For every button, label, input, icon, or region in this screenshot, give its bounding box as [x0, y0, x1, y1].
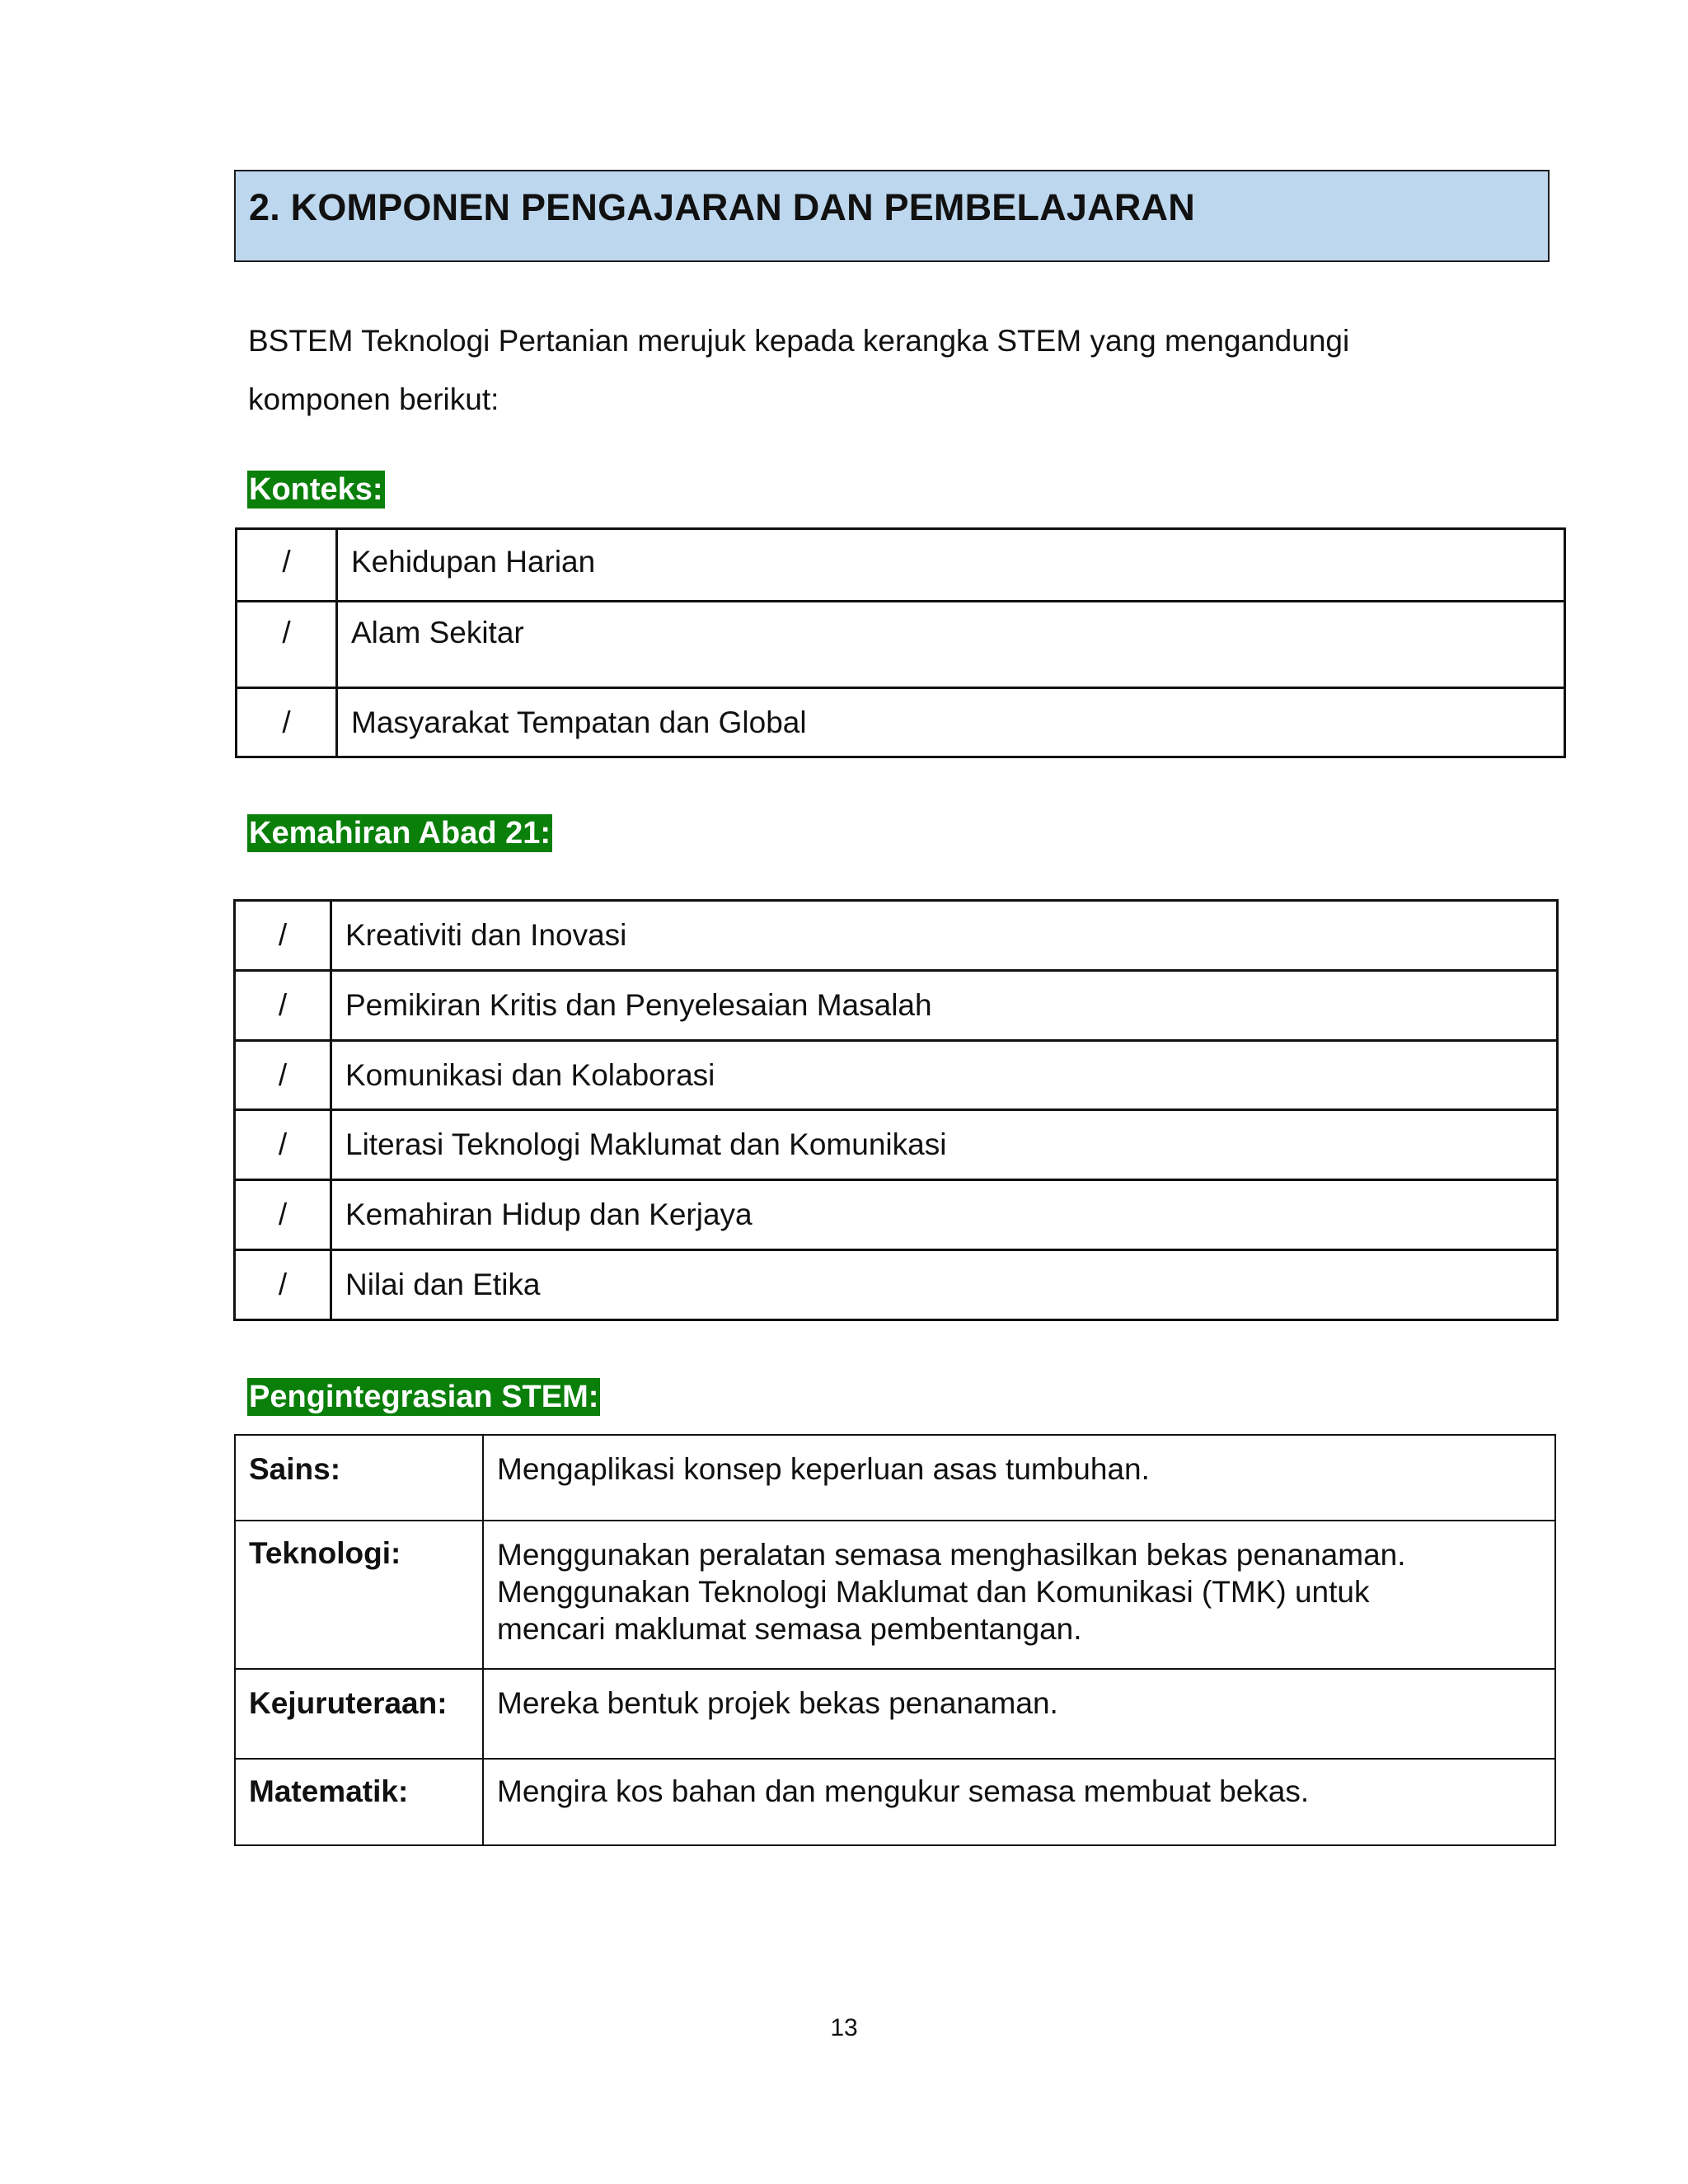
table-row [235, 1180, 1558, 1250]
check-mark: / [235, 901, 331, 971]
stem-description [483, 1521, 1555, 1669]
check-mark: / [237, 688, 337, 757]
table-row [235, 1041, 1558, 1110]
page-number: 13 [830, 2014, 858, 2041]
check-mark: / [237, 602, 337, 688]
konteks-item: Masyarakat Tempatan dan Global [337, 688, 1565, 757]
stem-subject: Sains: [235, 1435, 483, 1521]
table-row [235, 901, 1558, 971]
konteks-label: Konteks: [249, 472, 383, 507]
stem-description [483, 1759, 1555, 1845]
table-row [235, 1250, 1558, 1320]
check-mark: / [235, 1180, 331, 1250]
kemahiran-table [233, 899, 1559, 1321]
stem-subject: Teknologi: [235, 1521, 483, 1669]
konteks-item: Kehidupan Harian [337, 529, 1565, 602]
check-mark: / [235, 1041, 331, 1110]
kemahiran-item: Kreativiti dan Inovasi [331, 901, 1558, 971]
stem-description [483, 1669, 1555, 1759]
table-row [235, 971, 1558, 1041]
kemahiran-item: Kemahiran Hidup dan Kerjaya [331, 1180, 1558, 1250]
table-row [235, 1521, 1555, 1669]
kemahiran-item: Pemikiran Kritis dan Penyelesaian Masalah [331, 971, 1558, 1041]
check-mark: / [237, 529, 337, 602]
stem-subject: Matematik: [235, 1759, 483, 1845]
konteks-table [235, 527, 1566, 758]
table-row [237, 602, 1565, 688]
stem-description-line: Mengaplikasi konsep keperluan asas tumbuhan. [497, 1452, 1150, 1486]
stem-description-line: Menggunakan peralatan semasa menghasilkan bekas penanaman. [497, 1538, 1406, 1572]
section-heading: 2. KOMPONEN PENGAJARAN DAN PEMBELAJARAN [249, 186, 1195, 228]
table-row [235, 1759, 1555, 1845]
stem-description-line: Mengira kos bahan dan mengukur semasa membuat bekas. [497, 1774, 1310, 1808]
kemahiran-label: Kemahiran Abad 21: [249, 816, 551, 851]
check-mark: / [235, 971, 331, 1041]
kemahiran-item: Nilai dan Etika [331, 1250, 1558, 1320]
table-row [235, 1435, 1555, 1521]
check-mark: / [235, 1250, 331, 1320]
stem-subject: Kejuruteraan: [235, 1669, 483, 1759]
table-row [235, 1110, 1558, 1180]
stem-label: Pengintegrasian STEM: [249, 1380, 599, 1414]
table-row [235, 1669, 1555, 1759]
stem-description-line: mencari maklumat semasa pembentangan. [497, 1612, 1082, 1646]
table-row [237, 688, 1565, 757]
konteks-item: Alam Sekitar [337, 602, 1565, 688]
section-heading-box [234, 170, 1550, 262]
stem-description-line: Mereka bentuk projek bekas penanaman. [497, 1686, 1058, 1720]
kemahiran-item: Komunikasi dan Kolaborasi [331, 1041, 1558, 1110]
intro-line-1: BSTEM Teknologi Pertanian merujuk kepada kerangka STEM yang mengandungi [248, 324, 1350, 358]
kemahiran-item: Literasi Teknologi Maklumat dan Komunikasi [331, 1110, 1558, 1180]
check-mark: / [235, 1110, 331, 1180]
stem-description-line: Menggunakan Teknologi Maklumat dan Komunikasi (TMK) untuk [497, 1575, 1370, 1609]
stem-table [234, 1434, 1556, 1846]
stem-description [483, 1435, 1555, 1521]
intro-line-2: komponen berikut: [248, 382, 499, 416]
table-row [237, 529, 1565, 602]
